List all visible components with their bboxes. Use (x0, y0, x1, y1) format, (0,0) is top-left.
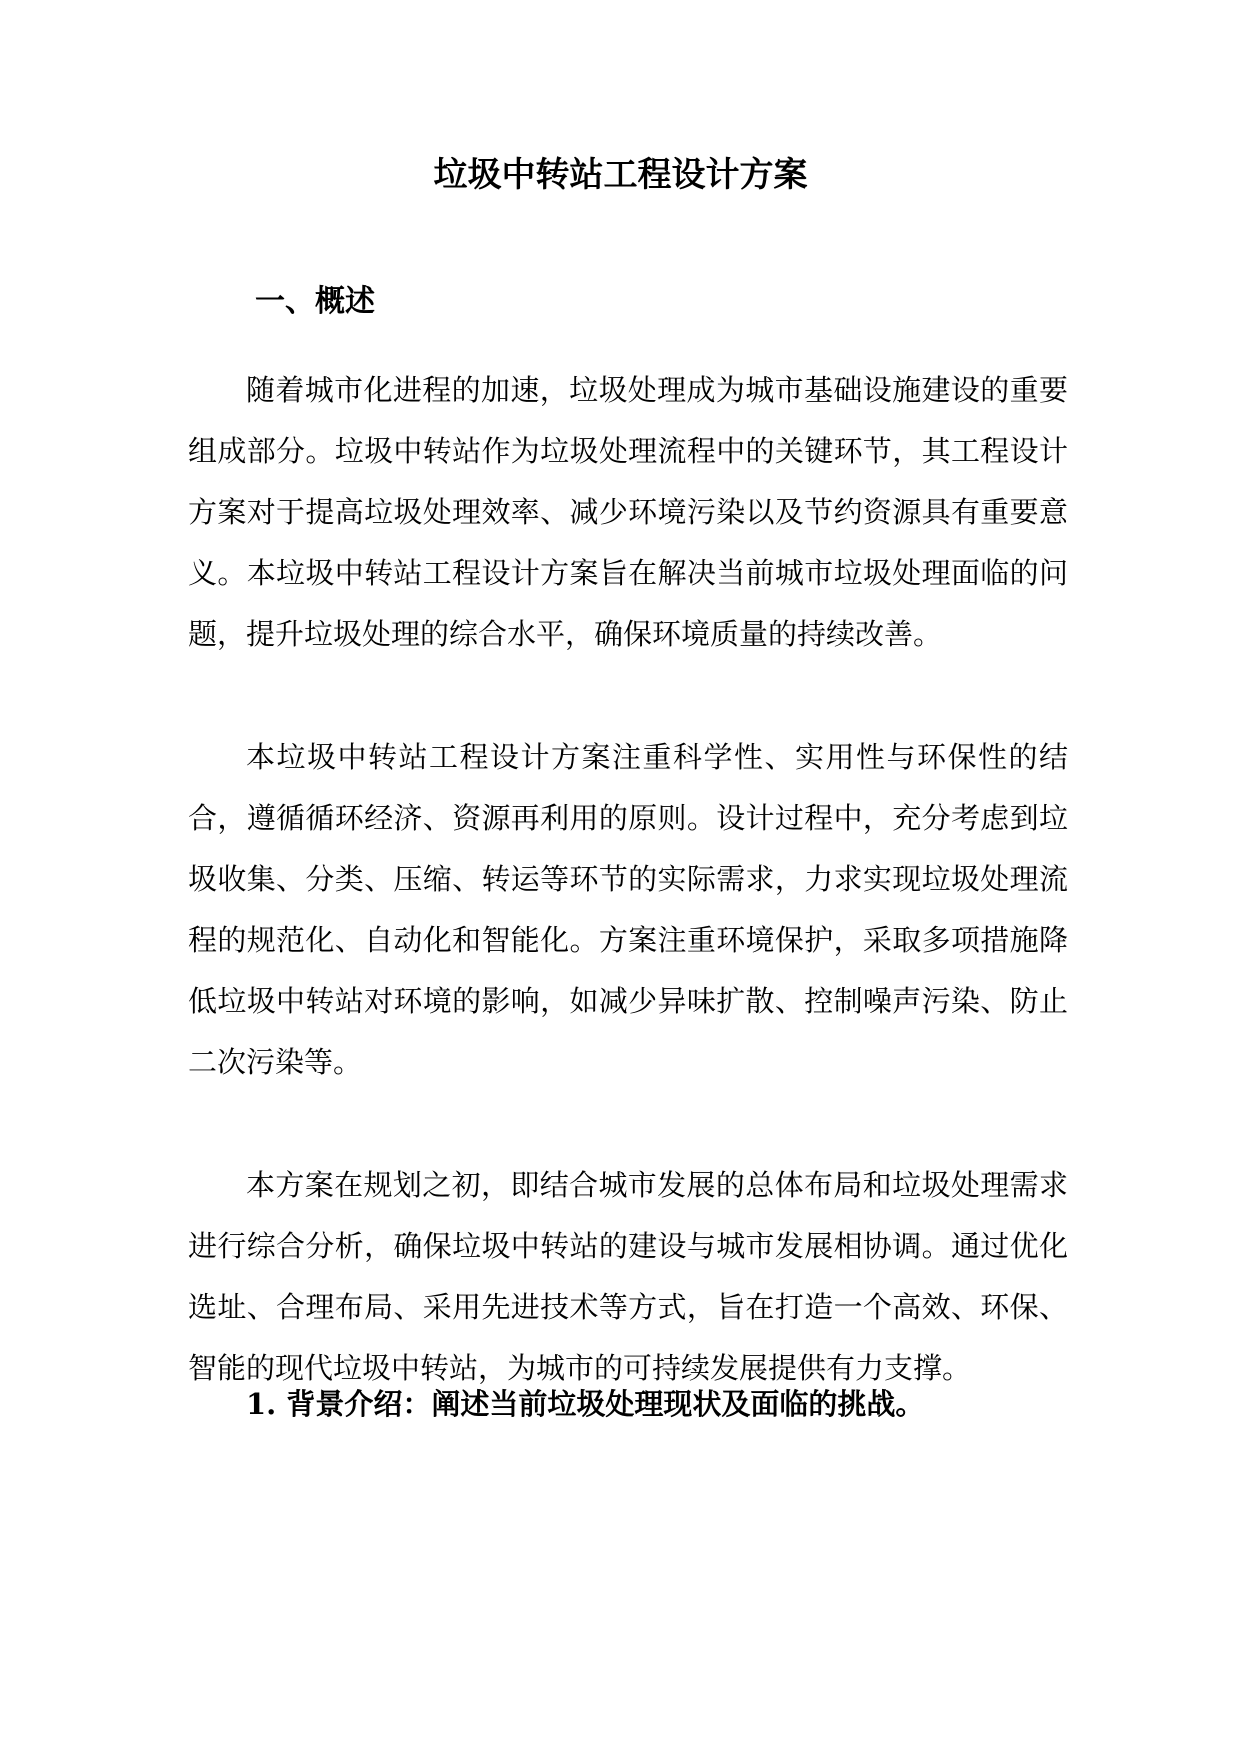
paragraph-1: 随着城市化进程的加速，垃圾处理成为城市基础设施建设的重要组成部分。垃圾中转站作为垃圾处理流程中的关键环节，其工程设计方案对于提高垃圾处理效率、减少环境污染以及节约资源具有重要意义。本垃圾中转站工程设计方案旨在解决当前城市垃圾处理面临的问题，提升垃圾处理的综合水平，确保环境质量的持续改善。 (188, 373, 1068, 651)
paragraph-2: 本垃圾中转站工程设计方案注重科学性、实用性与环保性的结合，遵循循环经济、资源再利用的原则。设计过程中，充分考虑到垃圾收集、分类、压缩、转运等环节的实际需求，力求实现垃圾处理流程的规范化、自动化和智能化。方案注重环境保护，采取多项措施降低垃圾中转站对环境的影响，如减少异味扩散、控制噪声污染、防止二次污染等。 (188, 740, 1068, 1079)
document-title: 垃圾中转站工程设计方案 (433, 155, 808, 195)
section-heading-overview: 一、概述 (255, 284, 375, 319)
paragraph-3: 本方案在规划之初，即结合城市发展的总体布局和垃圾处理需求进行综合分析，确保垃圾中转站的建设与城市发展相协调。通过优化选址、合理布局、采用先进技术等方式，旨在打造一个高效、环保、智能的现代垃圾中转站，为城市的可持续发展提供有力支撑。 (188, 1168, 1068, 1385)
subheading-background: 1. 背景介绍：阐述当前垃圾处理现状及面临的挑战。 (246, 1387, 925, 1421)
